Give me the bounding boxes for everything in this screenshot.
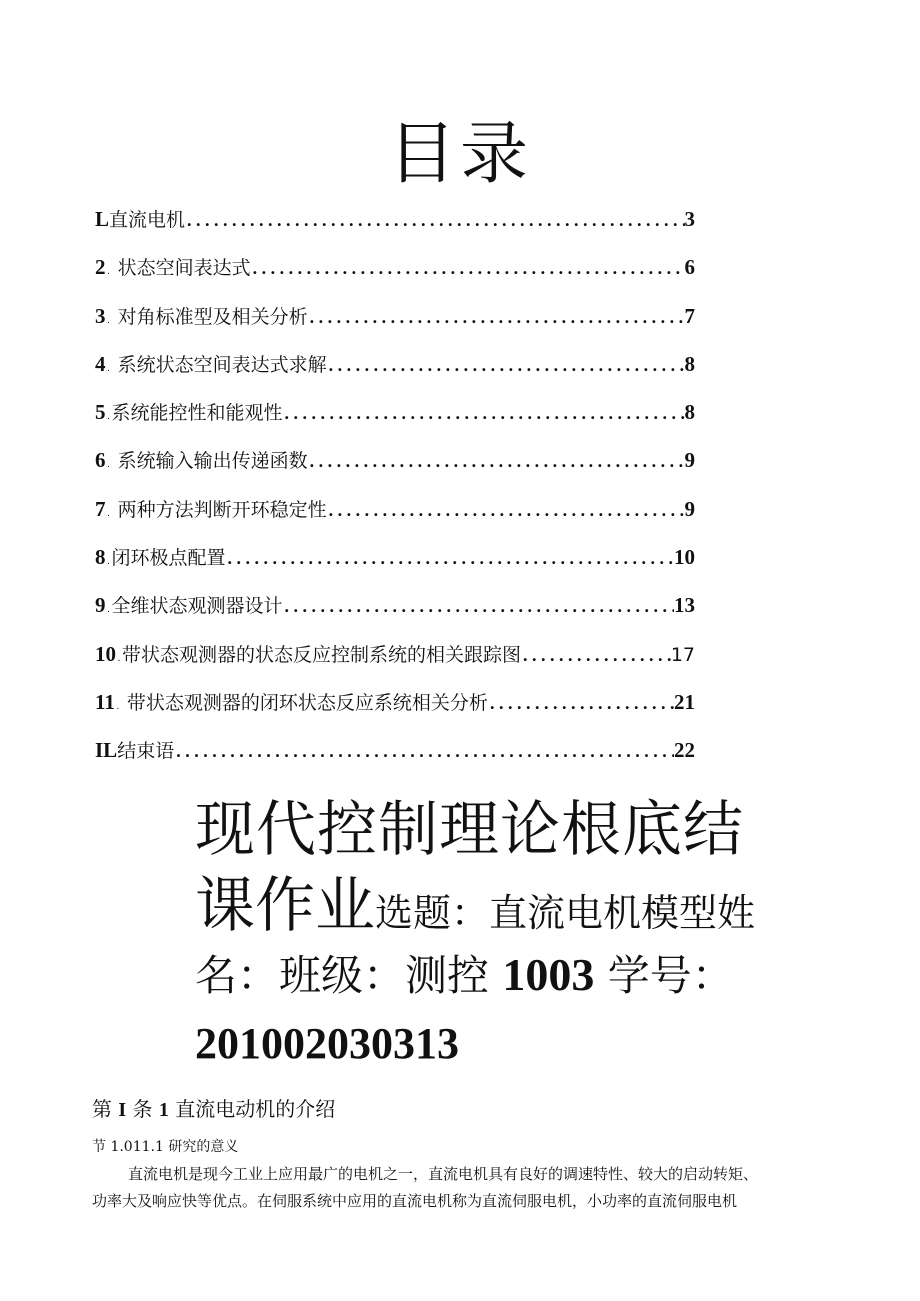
toc-title: 目录 — [387, 115, 532, 194]
section-number: 1 — [158, 1099, 169, 1121]
toc-entry-page: 13 — [674, 593, 695, 618]
cover-title-main: 课作业 — [195, 871, 375, 941]
cover-name-class-label: 名：班级：测控 — [195, 951, 503, 1000]
toc-entry — [95, 640, 695, 688]
toc-leader-dots — [327, 500, 685, 521]
toc-entry-number: 9 — [95, 593, 106, 618]
toc-entry-title: .带状态观测器的状态反应控制系统的相关跟踪图 — [116, 643, 522, 666]
cover-class-number: 1003 — [502, 949, 595, 1000]
section-title: 直流电动机的介绍 — [168, 1097, 336, 1121]
toc-entry — [95, 398, 695, 446]
toc-entry-number: 6 — [95, 448, 106, 473]
toc-leader-dots — [185, 210, 684, 231]
cover-title-line-1: 现代控制理论根底结 — [195, 795, 744, 865]
toc-entry — [95, 495, 695, 543]
section-mid: 条 — [126, 1097, 159, 1121]
toc-entry — [95, 591, 695, 639]
toc-leader-dots — [327, 355, 685, 376]
table-of-contents — [95, 205, 695, 785]
toc-entry — [95, 205, 695, 253]
toc-entry-title: . 状态空间表达式 — [105, 257, 251, 280]
cover-info-line — [195, 943, 734, 1003]
toc-entry-number: L — [95, 207, 110, 231]
toc-entry-number: 10 — [95, 641, 116, 666]
toc-entry-title: . 系统输入输出传递函数 — [105, 450, 308, 473]
toc-entry — [95, 253, 695, 301]
toc-leader-dots — [283, 596, 674, 617]
toc-entry — [95, 688, 695, 736]
toc-entry-page: 10 — [674, 545, 695, 570]
toc-entry-title: .系统能控性和能观性 — [105, 402, 283, 425]
toc-leader-dots — [251, 258, 685, 279]
toc-entry-page: 8 — [684, 400, 695, 425]
paragraph-line: 功率大及响应快等优点。在伺服系统中应用的直流电机称为直流伺服电机，小功率的直流伺服电机 — [92, 1192, 738, 1210]
toc-entry-number: 5 — [95, 400, 106, 425]
toc-entry-title: .闭环极点配置 — [105, 547, 226, 570]
section-roman: I — [118, 1099, 127, 1121]
cover-title-line-2 — [195, 858, 755, 944]
toc-entry — [95, 302, 695, 350]
toc-entry-number: 4 — [95, 351, 106, 376]
toc-leader-dots — [488, 693, 674, 714]
toc-entry-number: 3 — [95, 303, 106, 328]
toc-entry-title: . 两种方法判断开环稳定性 — [105, 498, 327, 521]
toc-entry-page: 9 — [684, 496, 695, 521]
section-prefix: 第 — [92, 1097, 119, 1121]
toc-entry-title: .全维状态观测器设计 — [105, 595, 283, 618]
toc-leader-dots — [308, 451, 685, 472]
cover-student-id: 201002030313 — [195, 1019, 459, 1068]
toc-entry-title: . 系统状态空间表达式求解 — [105, 353, 327, 376]
toc-entry-page: 22 — [674, 738, 695, 763]
toc-entry-title: 直流电机 — [109, 209, 186, 231]
section-heading — [92, 1093, 335, 1122]
toc-leader-dots — [226, 548, 674, 569]
toc-leader-dots — [283, 403, 685, 424]
toc-entry-page: 6 — [684, 255, 695, 280]
toc-entry-number: 11 — [95, 689, 115, 714]
toc-entry — [95, 350, 695, 398]
toc-entry-title: . 带状态观测器的闭环状态反应系统相关分析 — [114, 691, 488, 714]
toc-entry-page: 3 — [684, 207, 695, 231]
toc-entry-number: IL — [95, 738, 118, 763]
cover-student-id-label: 学号： — [594, 951, 734, 1000]
toc-entry-page: 17 — [670, 643, 695, 666]
toc-entry-page: 8 — [684, 351, 695, 376]
toc-entry-page: 7 — [684, 303, 695, 328]
toc-entry-number: 2 — [95, 255, 106, 280]
toc-entry-title: 结束语 — [117, 740, 175, 763]
toc-entry-number: 8 — [95, 545, 106, 570]
toc-entry-title: . 对角标准型及相关分析 — [105, 305, 308, 328]
toc-entry-number: 7 — [95, 496, 106, 521]
toc-entry — [95, 446, 695, 494]
toc-leader-dots — [308, 307, 685, 328]
cover-topic: 选题：直流电机模型姓 — [375, 891, 756, 935]
toc-leader-dots — [174, 741, 674, 762]
toc-entry — [95, 543, 695, 591]
paragraph-line: 直流电机是现今工业上应用最广的电机之一，直流电机具有良好的调速特性、较大的启动转矩、 — [128, 1165, 759, 1183]
subsection-heading: 节 1.011.1 研究的意义 — [92, 1139, 239, 1155]
toc-entry-page: 9 — [684, 448, 695, 473]
toc-entry-page: 21 — [674, 689, 695, 714]
toc-entry — [95, 736, 695, 784]
toc-leader-dots — [521, 645, 671, 666]
